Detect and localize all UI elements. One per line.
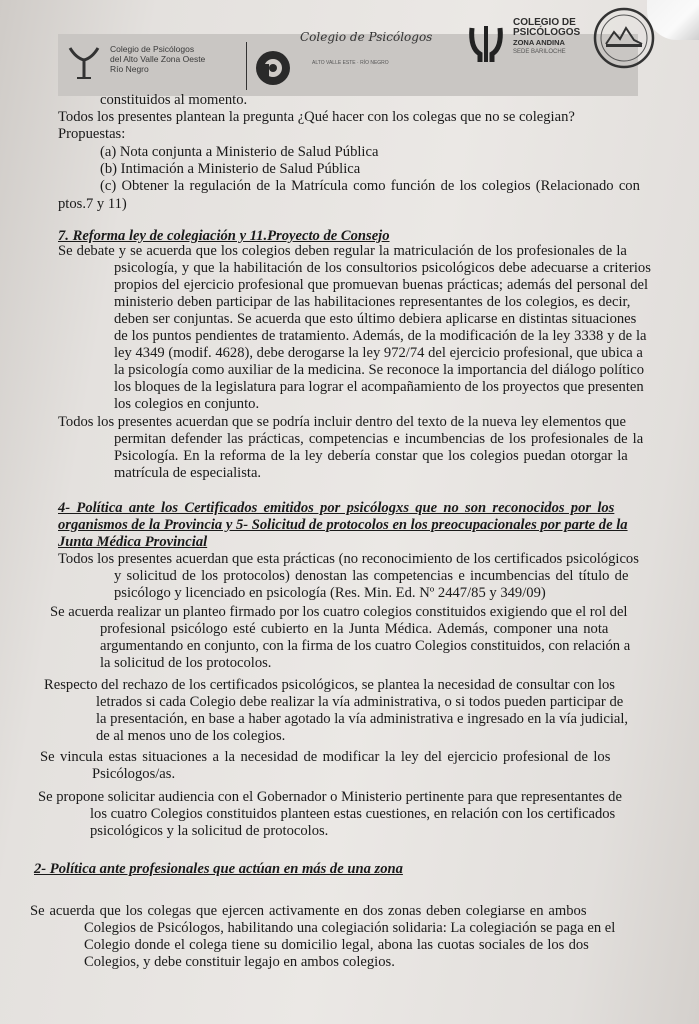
body-line: Colegios, y debe constituir legajo en ambos colegios.: [84, 954, 395, 970]
proposal-item: (c) Obtener la regulación de la Matrícula como función de los colegios (Relacionado con: [100, 178, 640, 194]
body-line: ley 4349 (modif. 4628), debe derogarse la ley 972/74 del ejercicio profesional, que ubica a: [114, 345, 643, 361]
section-2-title: 2- Política ante profesionales que actúan en más de una zona: [34, 861, 403, 877]
section-4-title: organismos de la Provincia y 5- Solicitud de protocolos en los preocupacionales por parte de la: [58, 517, 628, 533]
proposal-item: (b) Intimación a Ministerio de Salud Pública: [100, 161, 361, 177]
body-line: psicólogo y licenciado en psicología (Res. Min. Ed. Nº 2447/85 y 349/09): [114, 585, 546, 601]
body-line: deben ser conjuntas. Se acuerda que esto último debiera aplicarse en distintas situaciones: [114, 311, 637, 327]
body-line: permitan defender las prácticas, competencias e incumbencias de los profesionales de la: [114, 431, 644, 447]
proposal-item: (a) Nota conjunta a Ministerio de Salud Pública: [100, 144, 379, 160]
body-line: matrícula de especialista.: [114, 465, 262, 481]
body-line: Psicólogos/as.: [92, 766, 176, 782]
body-line: los cuatro Colegios constituidos planteen estas cuestiones, en relación con los certificados: [90, 806, 616, 822]
body-line: Se acuerda realizar un planteo firmado por los cuatro colegios constituidos exigiendo que el rol del: [50, 604, 628, 620]
p-circle-logo: [255, 50, 291, 86]
section-4-title: 4- Política ante los Certificados emitidos por psicólogxs que no son reconocidos por los: [58, 500, 615, 516]
body-line: ministerio deben participar de las habilitaciones representantes de los colegios, es decir,: [114, 294, 631, 310]
body-line: Respecto del rechazo de los certificados psicológicos, se plantea la necesidad de consultar con los: [44, 677, 615, 693]
body-line: Se vincula estas situaciones a la necesidad de modificar la ley del ejercicio profesional de los: [40, 749, 611, 765]
org1-line: del Alto Valle Zona Oeste: [110, 54, 206, 64]
body-line: Todos los presentes plantean la pregunta ¿Qué hacer con los colegas que no se colegian?: [58, 109, 575, 125]
org1-line: Río Negro: [110, 64, 149, 74]
body-line: argumentando en conjunto, con la firma de los cuatro Colegios constituidos, con relación a: [100, 638, 631, 654]
org3-line: ZONA ANDINA: [513, 38, 565, 47]
body-line: Colegios de Psicólogos, habilitando una colegiación solidaria: La colegiación se paga en el: [84, 920, 616, 936]
signature-text: Colegio de Psicólogos: [300, 30, 433, 44]
psi-hands-logo: [462, 20, 510, 68]
header-divider: [246, 42, 247, 90]
org3-line: PSICÓLOGOS: [513, 27, 581, 38]
body-line: Todos los presentes acuerdan que se podría incluir dentro del texto de la nueva ley elementos que: [58, 414, 626, 430]
body-line: Todos los presentes acuerdan que esta prácticas (no reconocimiento de los certificados psicológicos: [58, 551, 639, 567]
body-line: los colegios en conjunto.: [114, 396, 260, 412]
body-line: Propuestas:: [58, 126, 126, 142]
section-4-title: Junta Médica Provincial: [58, 534, 208, 550]
signature-subtitle: ALTO VALLE ESTE · RÍO NEGRO: [312, 60, 389, 66]
org1-line: Colegio de Psicólogos: [110, 44, 195, 54]
org1-name: [110, 44, 250, 74]
body-line: de los puntos pendientes de tratamiento. Además, de la modificación de la ley 3338 y de la: [114, 328, 647, 344]
body-line: propios del ejercicio profesional que promuevan buenas prácticas; además del personal del: [114, 277, 649, 293]
body-line: Se propone solicitar audiencia con el Gobernador o Ministerio pertinente para que representantes de: [38, 789, 622, 805]
psi-figure-logo: [62, 40, 106, 84]
body-line: profesional psicólogo esté cubierto en la Junta Médica. Además, componer una nota: [100, 621, 609, 637]
body-line: Se acuerda que los colegas que ejercen activamente en dos zonas deben colegiarse en ambos: [30, 903, 587, 919]
section-7-title: 7. Reforma ley de colegiación y 11.Proyecto de Consejo: [58, 228, 390, 244]
body-line: y solicitud de los protocolos) denostan las competencias e incumbencias del título de: [114, 568, 629, 584]
body-line: constituidos al momento.: [100, 92, 248, 108]
body-line: la psicología como auxiliar de la medicina. Se reconoce la importancia del diálogo político: [114, 362, 645, 378]
body-line: la presentación, en base a haber agotado la vía administrativa e ingresado en la vía judicial,: [96, 711, 629, 727]
org3-line: SEDE BARILOCHE: [513, 49, 566, 55]
body-line: la solicitud de los protocolos.: [100, 655, 272, 671]
body-line: los bloques de la legislatura para lograr el acompañamiento de los proyectos que presenten: [114, 379, 644, 395]
org3-name: [513, 18, 593, 57]
circular-seal-logo: [592, 6, 656, 70]
body-line: Colegio donde el colega tiene su domicilio legal, abona las cuotas sociales de los dos: [84, 937, 589, 953]
body-line: Psicología. En la reforma de la ley debería constar que los colegios puedan otorgar la: [114, 448, 628, 464]
body-line: ptos.7 y 11): [58, 196, 127, 212]
body-line: de al menos uno de los colegios.: [96, 728, 286, 744]
body-line: letrados si cada Colegio debe realizar la vía administrativa, o si todos pueden participar de: [96, 694, 624, 710]
body-line: psicológicos y la solicitud de protocolos.: [90, 823, 329, 839]
org3-line: COLEGIO DE: [513, 17, 576, 28]
body-line: psicología, y que la habilitación de los consultorios psicológicos debe adecuarse a criterios: [114, 260, 651, 276]
body-line: Se debate y se acuerda que los colegios deben regular la matriculación de los profesionales de la: [58, 243, 627, 259]
